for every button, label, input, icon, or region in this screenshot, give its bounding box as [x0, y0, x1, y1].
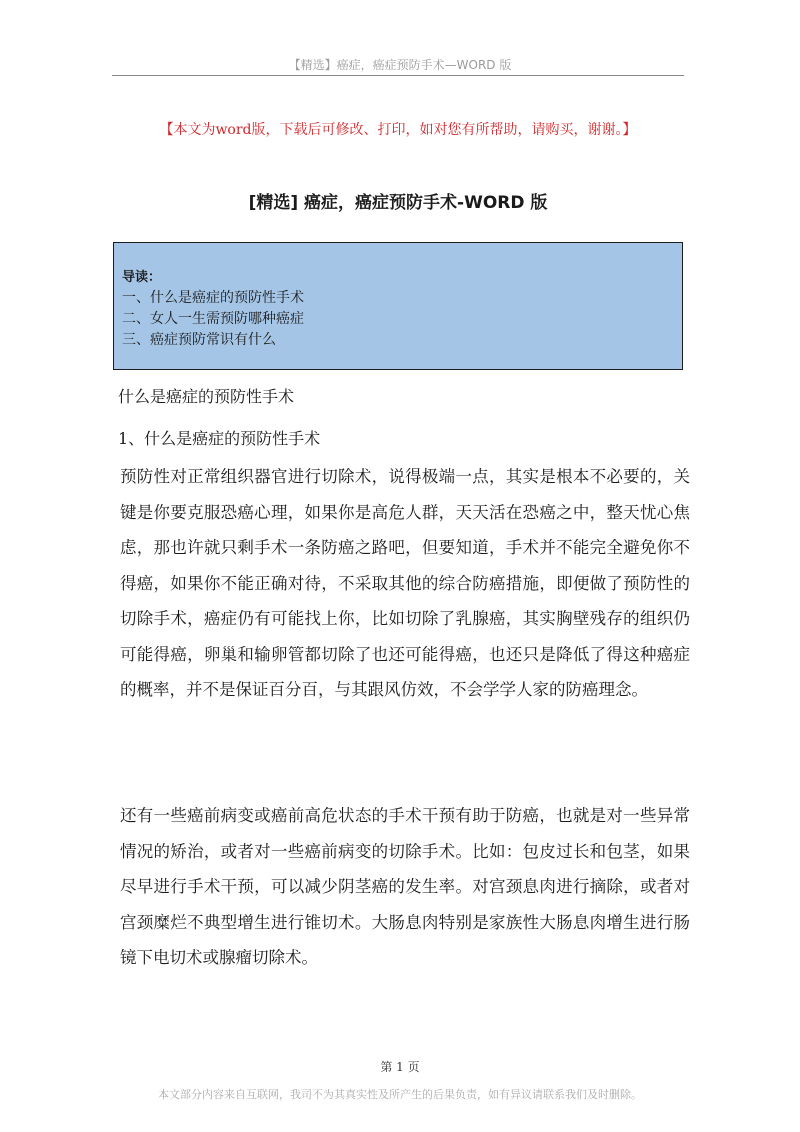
- sub-heading: 1、什么是癌症的预防性手术: [118, 429, 321, 448]
- footer-disclaimer: 本文部分内容来自互联网，我司不为其真实性及所产生的后果负责，如有异议请联系我们及时删除。: [158, 1088, 642, 1101]
- page-header: 【精选】癌症，癌症预防手术—WORD 版: [288, 58, 512, 72]
- guide-item: 一、什么是癌症的预防性手术: [122, 290, 304, 306]
- body-paragraph: 还有一些癌前病变或癌前高危状态的手术干预有助于防癌，也就是对一些异常情况的矫治，或者对一些癌前病变的切除手术。比如：包皮过长和包茎，如果尽早进行手术干预，可以减少阴茎癌的发生率。对宫颈息肉进行摘除，或者对宫颈糜烂不典型增生进行锥切术。大肠息肉特别是家族性大肠息肉增生进行肠镜下电切术或腺瘤切除术。: [120, 806, 690, 967]
- section-heading: 什么是癌症的预防性手术: [118, 387, 295, 406]
- page-number: 第 1 页: [380, 1060, 420, 1074]
- guide-box: [113, 242, 683, 370]
- document-title: [精选] 癌症，癌症预防手术-WORD 版: [248, 193, 548, 213]
- header-divider: [112, 75, 684, 76]
- guide-item: 二、女人一生需预防哪种癌症: [122, 311, 304, 327]
- guide-label: 导读：: [122, 270, 162, 285]
- body-paragraph: 预防性对正常组织器官进行切除术，说得极端一点，其实是根本不必要的，关键是你要克服恐癌心理，如果你是高危人群，天天活在恐癌之中，整天忧心焦虑，那也许就只剩手术一条防癌之路吧，但要知道，手术并不能完全避免你不得癌，如果你不能正确对待，不采取其他的综合防癌措施，即便做了预防性的切除手术，癌症仍有可能找上你，比如切除了乳腺癌，其实胸壁残存的组织仍可能得癌，卵巢和输卵管都切除了也还可能得癌，也还只是降低了得这种癌症的概率，并不是保证百分百，与其跟风仿效，不会学学人家的防癌理念。: [120, 467, 690, 699]
- word-version-notice: 【本文为word版，下载后可修改、打印，如对您有所帮助，请购买，谢谢。】: [159, 122, 637, 138]
- guide-item: 三、癌症预防常识有什么: [122, 332, 276, 348]
